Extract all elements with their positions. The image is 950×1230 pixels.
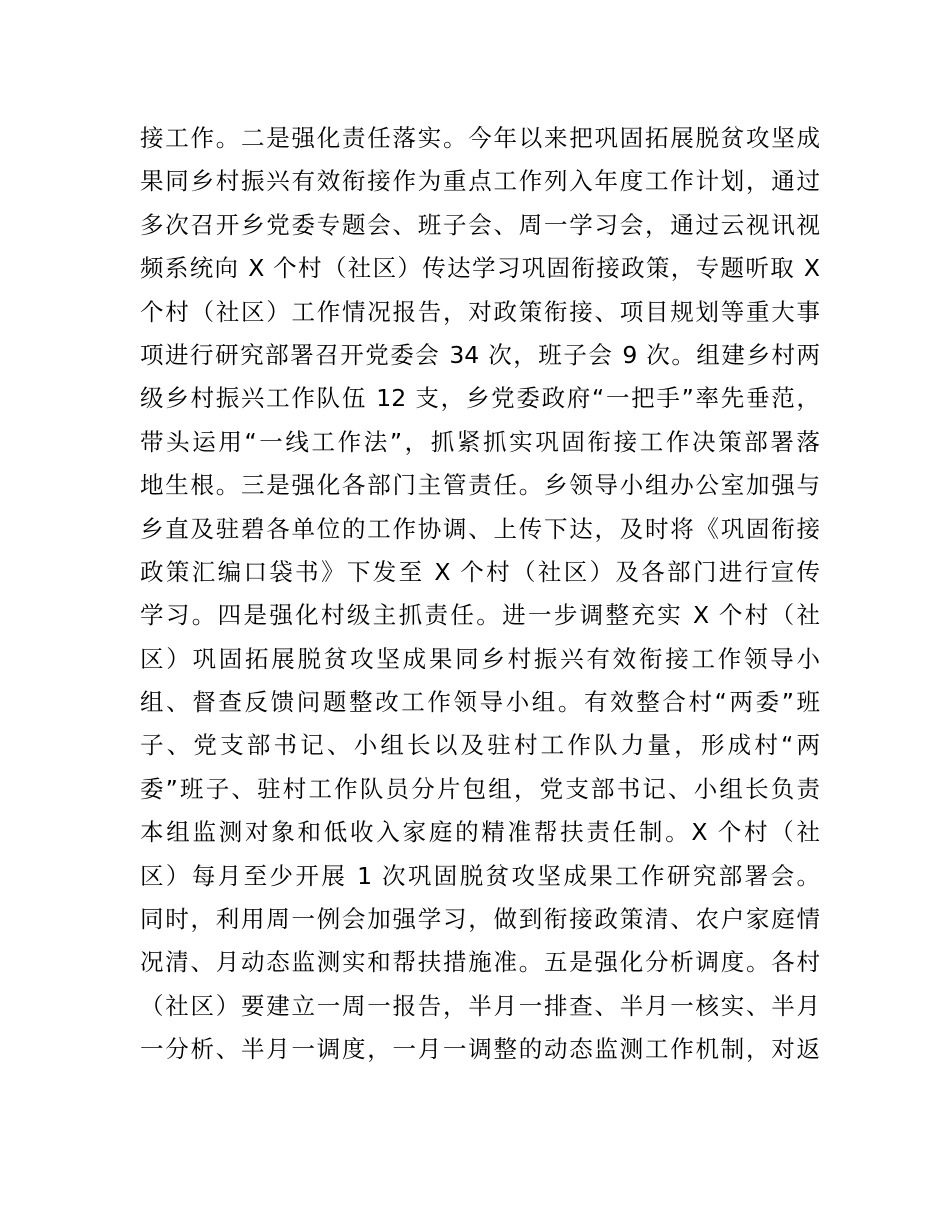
text-line-12: 学习。四是强化村级主抓责任。进一步调整充实 X 个村（社 <box>140 601 820 630</box>
text-line-3: 多次召开乡党委专题会、班子会、周一学习会，通过云视讯视 <box>140 210 820 239</box>
text-line-11: 政策汇编口袋书》下发至 X 个村（社区）及各部门进行宣传 <box>140 557 820 586</box>
text-line-20: 况清、月动态监测实和帮扶措施准。五是强化分析调度。各村 <box>140 948 820 977</box>
text-line-6: 项进行研究部署召开党委会 34 次，班子会 9 次。组建乡村两 <box>140 340 820 369</box>
text-line-8: 带头运用“一线工作法”，抓紧抓实巩固衔接工作决策部署落 <box>140 427 820 456</box>
text-line-2: 果同乡村振兴有效衔接作为重点工作列入年度工作计划，通过 <box>140 167 820 196</box>
text-line-10: 乡直及驻碧各单位的工作协调、上传下达，及时将《巩固衔接 <box>140 514 820 543</box>
text-line-16: 委”班子、驻村工作队员分片包组，党支部书记、小组长负责 <box>140 774 820 803</box>
text-line-18: 区）每月至少开展 1 次巩固脱贫攻坚成果工作研究部署会。 <box>140 861 820 890</box>
text-line-1: 接工作。二是强化责任落实。今年以来把巩固拓展脱贫攻坚成 <box>140 124 820 152</box>
text-line-9: 地生根。三是强化各部门主管责任。乡领导小组办公室加强与 <box>140 471 820 500</box>
text-line-5: 个村（社区）工作情况报告，对政策衔接、项目规划等重大事 <box>140 297 820 326</box>
text-line-21: （社区）要建立一周一报告，半月一排查、半月一核实、半月 <box>140 991 820 1020</box>
body-paragraph <box>140 117 820 1072</box>
text-line-7: 级乡村振兴工作队伍 12 支，乡党委政府“一把手”率先垂范， <box>140 384 820 413</box>
text-line-15: 子、党支部书记、小组长以及驻村工作队力量，形成村“两 <box>140 731 820 760</box>
text-line-19: 同时，利用周一例会加强学习，做到衔接政策清、农户家庭情 <box>140 905 820 934</box>
text-line-13: 区）巩固拓展脱贫攻坚成果同乡村振兴有效衔接工作领导小 <box>140 644 820 673</box>
text-line-17: 本组监测对象和低收入家庭的精准帮扶责任制。X 个村（社 <box>140 818 820 847</box>
text-line-4: 频系统向 X 个村（社区）传达学习巩固衔接政策，专题听取 X <box>140 254 820 283</box>
text-line-14: 组、督查反馈问题整改工作领导小组。有效整合村“两委”班 <box>140 688 820 717</box>
text-line-22: 一分析、半月一调度，一月一调整的动态监测工作机制，对返 <box>140 1035 820 1064</box>
